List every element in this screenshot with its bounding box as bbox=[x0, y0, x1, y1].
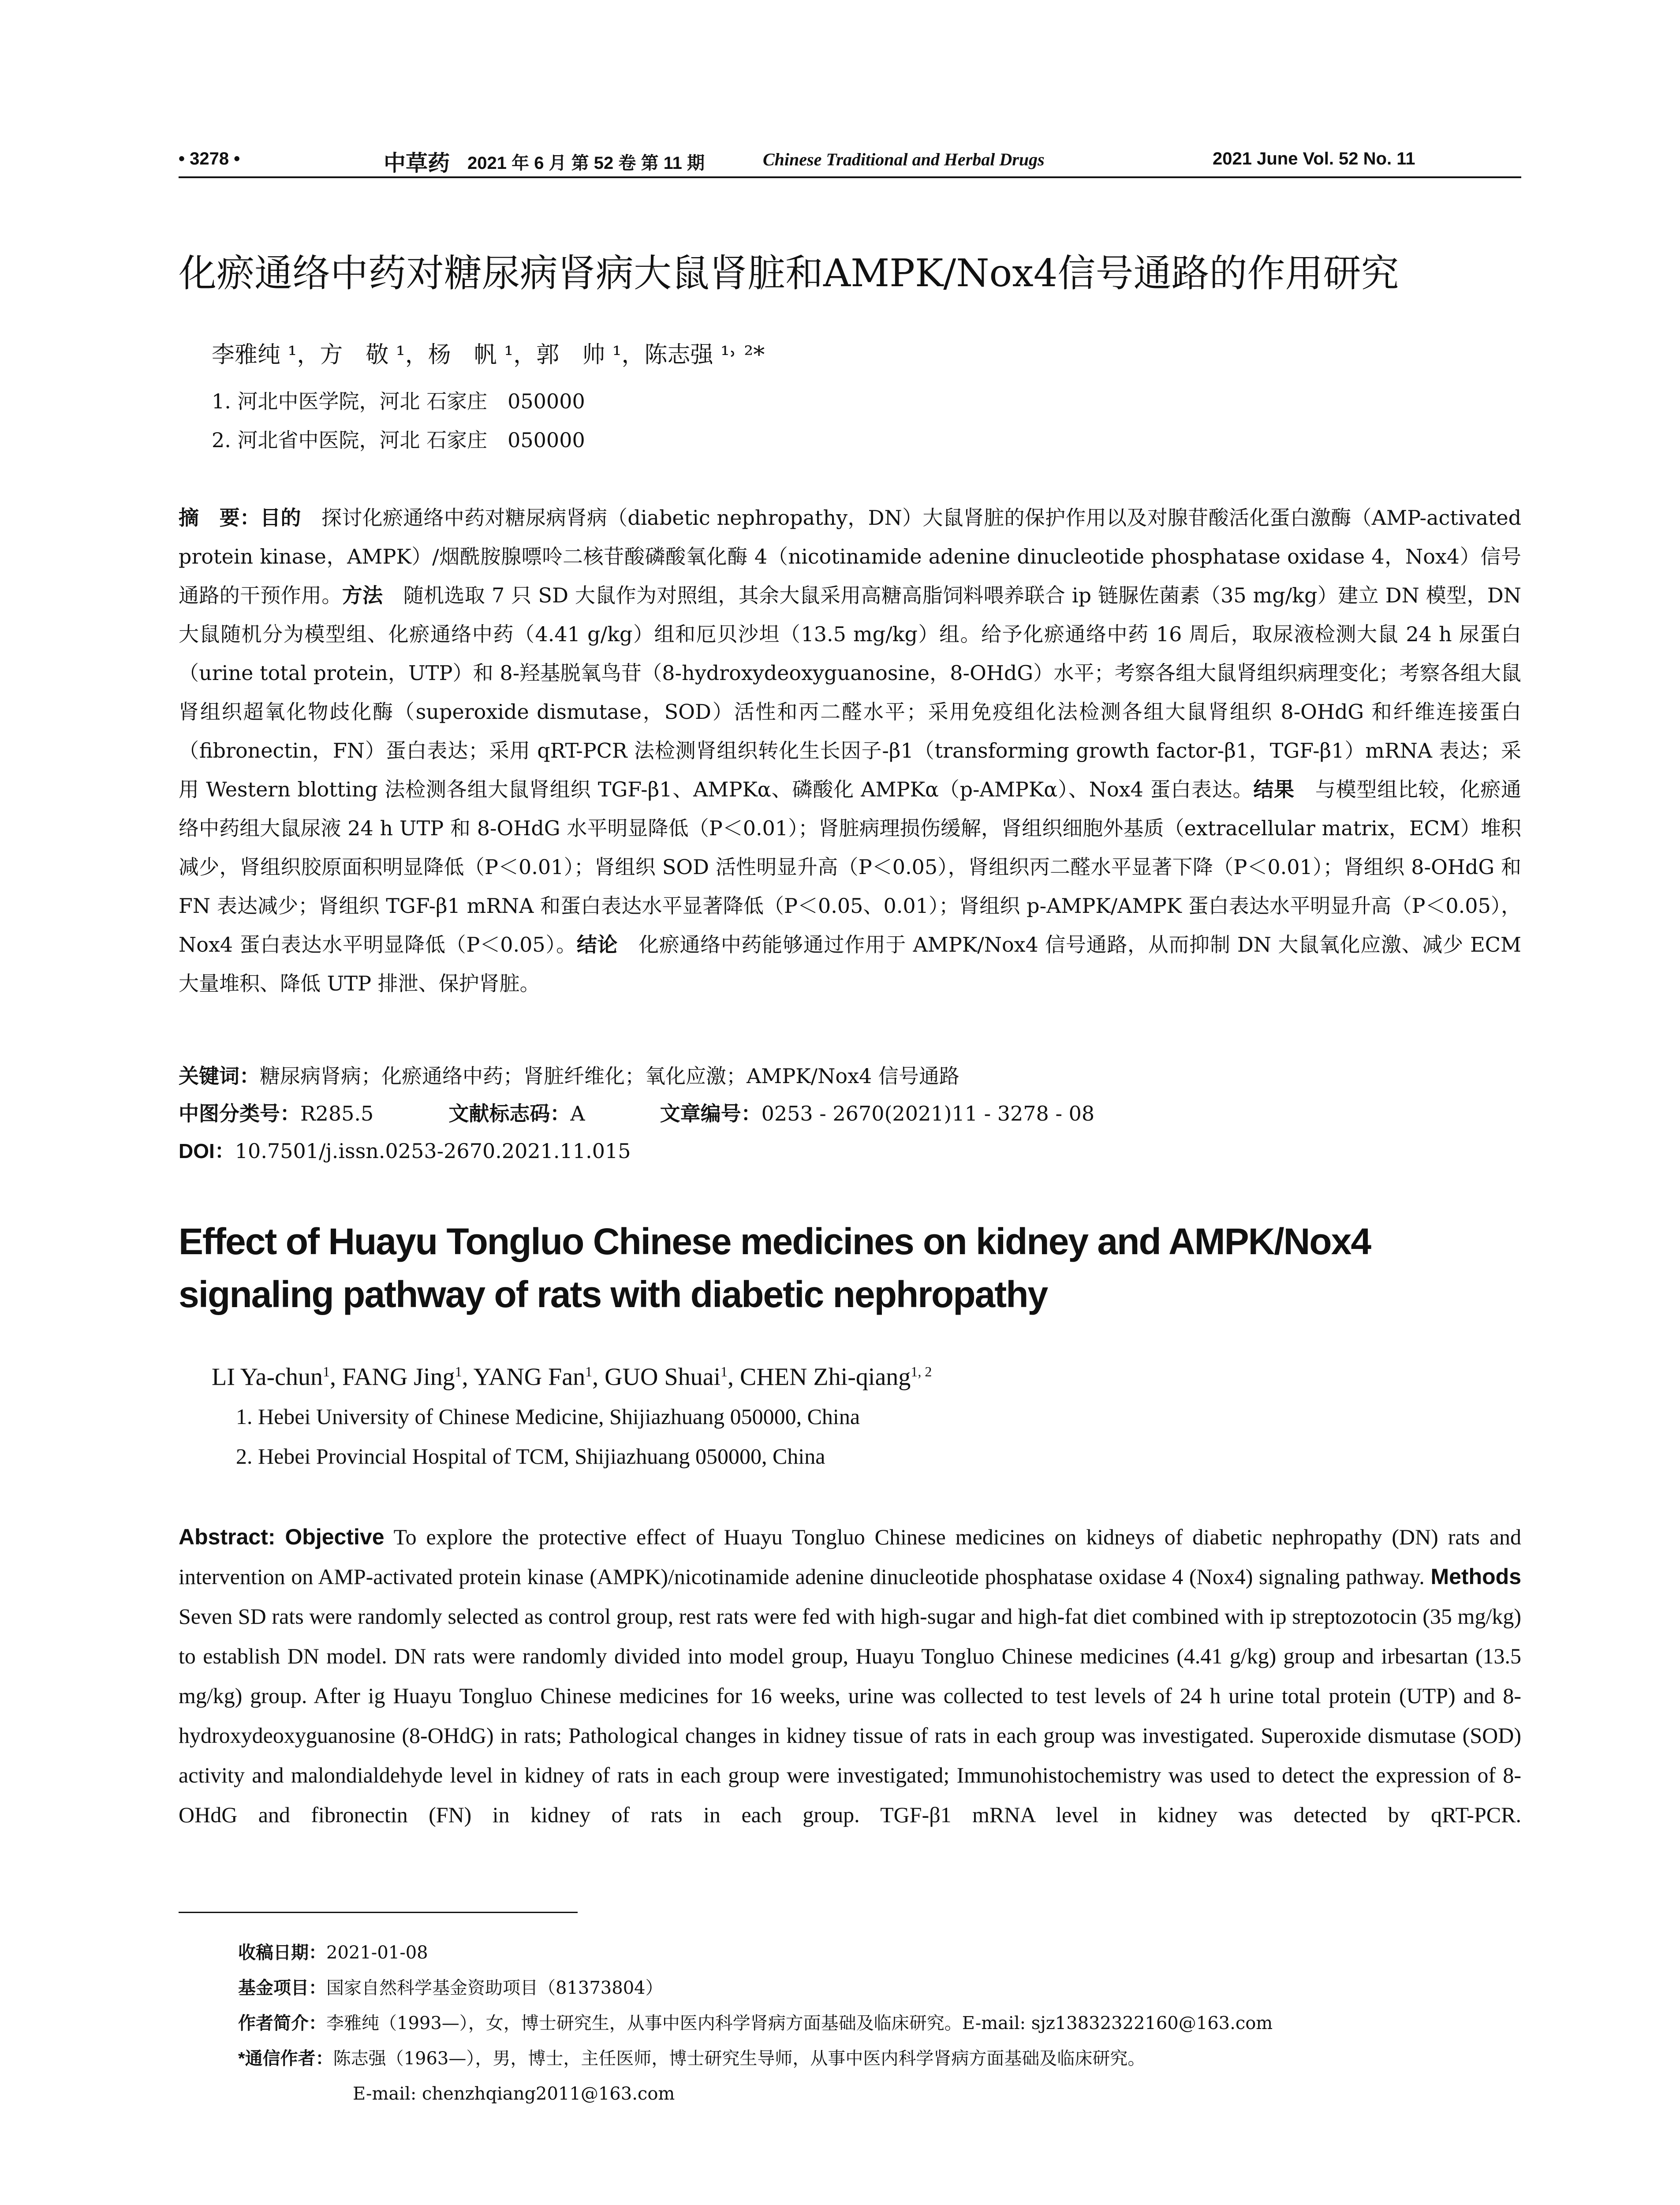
issue-cn: 2021 年 6 月 第 52 卷 第 11 期 bbox=[467, 153, 705, 173]
article-title-en: Effect of Huayu Tongluo Chinese medicines on kidney and AMPK/Nox4 signaling pathway of rats with diabetic nephropathy bbox=[179, 1221, 1371, 1315]
affiliation-cn-2: 2. 河北省中医院，河北 石家庄 050000 bbox=[212, 428, 585, 452]
author-en-5: CHEN Zhi-qiang bbox=[740, 1363, 911, 1391]
keywords-cn bbox=[179, 1061, 1521, 1091]
classification-line bbox=[179, 1098, 1521, 1129]
corresponding-email[interactable]: E-mail: chenzhqiang2011@163.com bbox=[353, 2084, 675, 2104]
keywords-label: 关键词： bbox=[179, 1065, 260, 1088]
fund-label: 基金项目： bbox=[238, 1978, 326, 1998]
author-bio bbox=[238, 2011, 1273, 2036]
doc-code-value: A bbox=[570, 1102, 585, 1125]
objective-cn: 探讨化瘀通络中药对糖尿病肾病（diabetic nephropathy，DN）大鼠肾脏的保护作用以及对腺苷酸活化蛋白激酶（AMP-activated protein kinase，AMPK）/烟酰胺腺嘌呤二核苷酸磷酸氧化酶 4（nicotinamide adenine dinucleotide phosphatase oxidase 4，Nox4）信号通路的干预作用。 bbox=[179, 506, 1522, 607]
conclusion-cn: 化瘀通络中药能够通过作用于 AMPK/Nox4 信号通路，从而抑制 DN 大鼠氧化应激、减少 ECM 大量堆积、降低 UTP 排泄、保护肾脏。 bbox=[179, 933, 1522, 995]
article-title-cn: 化瘀通络中药对糖尿病肾病大鼠肾脏和AMPK/Nox4信号通路的作用研究 bbox=[179, 251, 1399, 295]
clc-label: 中图分类号： bbox=[179, 1102, 300, 1125]
running-header bbox=[179, 146, 1521, 176]
received-date bbox=[238, 1940, 428, 1965]
fund-value: 国家自然科学基金资助项目（81373804） bbox=[326, 1978, 663, 1998]
affiliation-en-1: 1. Hebei University of Chinese Medicine, Shijiazhuang 050000, China bbox=[236, 1404, 860, 1429]
author-en-1: LI Ya-chun bbox=[212, 1363, 323, 1391]
author-en-5-sup: 1, 2 bbox=[911, 1364, 932, 1379]
journal-name-cn: 中草药 bbox=[384, 150, 450, 176]
affiliation-cn-1: 1. 河北中医学院，河北 石家庄 050000 bbox=[212, 389, 585, 413]
fund-project bbox=[238, 1976, 663, 2000]
journal-name-en: Chinese Traditional and Herbal Drugs bbox=[763, 149, 1045, 169]
doi-label: DOI： bbox=[179, 1140, 235, 1162]
corresponding-label: *通信作者： bbox=[238, 2049, 333, 2068]
authors-en: LI Ya-chun$^1$, FANG Jing$^1$, YANG Fan$^1$, GUO Shuai$^1$, CHEN Zhi-qiang$^{1, 2}$ bbox=[212, 1363, 932, 1391]
corresponding-author bbox=[238, 2046, 1145, 2071]
author-en-2-sup: 1 bbox=[455, 1364, 462, 1379]
methods-label-cn: 方法 bbox=[342, 584, 383, 607]
page-number: • 3278 • bbox=[179, 149, 240, 168]
doi-value[interactable]: 10.7501/j.issn.0253-2670.2021.11.015 bbox=[235, 1139, 631, 1163]
objective-label-en: Objective bbox=[285, 1525, 385, 1549]
author-en-4: GUO Shuai bbox=[605, 1363, 721, 1391]
author-bio-value: 李雅纯（1993—），女，博士研究生，从事中医内科学肾病方面基础及临床研究。E-mail: sjz13832322160@163.com bbox=[326, 2013, 1273, 2033]
header-rule bbox=[179, 176, 1521, 178]
abstract-cn-label: 摘 要： bbox=[179, 506, 261, 529]
clc-value: R285.5 bbox=[300, 1102, 374, 1125]
received-value: 2021-01-08 bbox=[326, 1943, 428, 1963]
conclusion-label-cn: 结论 bbox=[576, 933, 618, 956]
authors-cn: 李雅纯 ¹，方 敬 ¹，杨 帆 ¹，郭 帅 ¹，陈志强 ¹˒ ²* bbox=[212, 342, 765, 368]
article-number-value: 0253 - 2670(2021)11 - 3278 - 08 bbox=[761, 1102, 1095, 1125]
methods-cn: 随机选取 7 只 SD 大鼠作为对照组，其余大鼠采用高糖高脂饲料喂养联合 ip 链脲佐菌素（35 mg/kg）建立 DN 模型，DN 大鼠随机分为模型组、化瘀通络中药（4.41 g/kg）组和厄贝沙坦（13.5 mg/kg）组。给予化瘀通络中药 16 周后，取尿液检测大鼠 24 h 尿蛋白（urine total protein，UTP）和 8-羟基脱氧鸟苷（8-hydroxydeoxyguanosine，8-OHdG）水平；考察各组大鼠肾组织病理变化；考察各组大鼠肾组织超氧化物歧化酶（superoxide dismutase，SOD）活性和丙二醛水平；采用免疫组化法检测各组大鼠肾组织 8-OHdG 和纤维连接蛋白（fibronectin，FN）蛋白表达；采用 qRT-PCR 法检测肾组织转化生长因子-β1（transforming growth factor-β1，TGF-β1）mRNA 表达；采用 Western blotting 法检测各组大鼠肾组织 TGF-β1、AMPKα、磷酸化 AMPKα（p-AMPKα）、Nox4 蛋白表达。 bbox=[179, 583, 1522, 801]
doi-line bbox=[179, 1136, 1521, 1166]
results-cn: 与模型组比较，化瘀通络中药组大鼠尿液 24 h UTP 和 8-OHdG 水平明显降低（P＜0.01）；肾脏病理损伤缓解，肾组织细胞外基质（extracellular matrix，ECM）堆积减少，肾组织胶原面积明显降低（P＜0.01）；肾组织 SOD 活性明显升高（P＜0.05），肾组织丙二醛水平显著下降（P＜0.01）；肾组织 8-OHdG 和 FN 表达减少；肾组织 TGF-β1 mRNA 和蛋白表达水平显著降低（P＜0.05、0.01）；肾组织 p-AMPK/AMPK 蛋白表达水平明显升高（P＜0.05），Nox4 蛋白表达水平明显降低（P＜0.05）。 bbox=[179, 777, 1522, 957]
keywords-text: 糖尿病肾病；化瘀通络中药；肾脏纤维化；氧化应激；AMPK/Nox4 信号通路 bbox=[260, 1064, 959, 1088]
author-en-2: FANG Jing bbox=[342, 1363, 455, 1391]
affiliation-en-2: 2. Hebei Provincial Hospital of TCM, Shijiazhuang 050000, China bbox=[236, 1444, 825, 1469]
abstract-cn bbox=[179, 498, 1521, 1003]
issue-en: 2021 June Vol. 52 No. 11 bbox=[1213, 149, 1415, 168]
footnote-rule bbox=[179, 1912, 578, 1913]
author-en-3: YANG Fan bbox=[473, 1363, 586, 1391]
doc-code-label: 文献标志码： bbox=[448, 1102, 571, 1125]
article-number-label: 文章编号： bbox=[660, 1102, 762, 1125]
objective-label-cn: 目的 bbox=[260, 506, 301, 529]
corresponding-value: 陈志强（1963—），男，博士，主任医师，博士研究生导师，从事中医内科学肾病方面基础及临床研究。 bbox=[333, 2048, 1146, 2069]
author-bio-label: 作者简介： bbox=[238, 2014, 326, 2033]
author-en-1-sup: 1 bbox=[322, 1364, 330, 1379]
author-en-3-sup: 1 bbox=[585, 1364, 593, 1379]
received-label: 收稿日期： bbox=[238, 1943, 326, 1962]
results-label-cn: 结果 bbox=[1253, 778, 1295, 801]
abstract-en bbox=[179, 1517, 1521, 1835]
methods-en: Seven SD rats were randomly selected as control group, rest rats were fed with high-sugar and high-fat diet combined with ip streptozotocin (35 mg/kg) to establish DN model. DN rats were randomly divided into model group, Huayu Tongluo Chinese medicines (4.41 g/kg) group and irbesartan (13.5 mg/kg) group. After ig Huayu Tongluo Chinese medicines for 16 weeks, urine was collected to test levels of 24 h urine total protein (UTP) and 8-hydroxydeoxyguanosine (8-OHdG) in rats; Pathological changes in kidney tissue of rats in each group was investigated. Superoxide dismutase (SOD) activity and malondialdehyde level in kidney of rats in each group were investigated; Immunohistochemistry was used to detect the expression of 8-OHdG and fibronectin (FN) in kidney of rats in each group. TGF-β1 mRNA level in kidney was detected by qRT-PCR. bbox=[179, 1604, 1521, 1827]
objective-en: To explore the protective effect of Huayu Tongluo Chinese medicines on kidneys of diabetic nephropathy (DN) rats and intervention on AMP-activated protein kinase (AMPK)/nicotinamide adenine dinucleotide phosphatase oxidase 4 (Nox4) signaling pathway. bbox=[179, 1525, 1522, 1589]
abstract-en-label: Abstract: bbox=[179, 1525, 276, 1549]
author-en-4-sup: 1 bbox=[721, 1364, 728, 1379]
methods-label-en: Methods bbox=[1430, 1564, 1521, 1589]
